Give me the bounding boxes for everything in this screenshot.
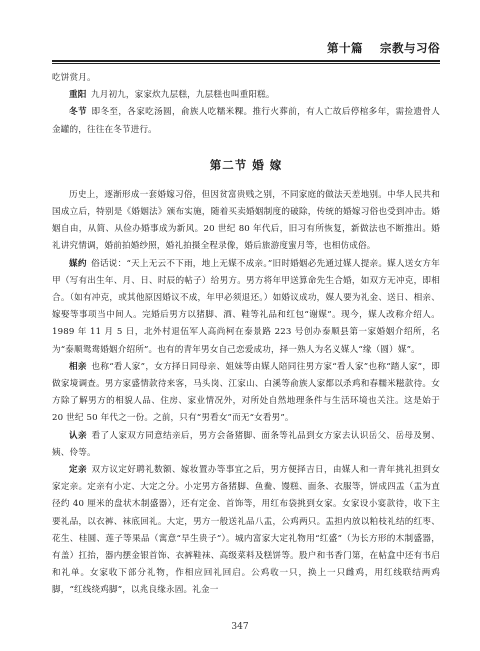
header-rule-thin <box>52 63 440 64</box>
page-body <box>52 70 440 600</box>
paragraph-text: 双方议定好聘礼数额、嫁妆置办等事宜之后，男方便择吉日，由媒人和一青年挑礼担到女家定亲。定亲有小定、大定之分。小定男方备猪脚、鱼鲞、馒糕、面条、衣服等，饼成四盂（盂为直径约 40 厘米的盘状木制盛器），还有定金、首饰等，用红布袋挑到女家。女家设小宴款待，收下主要礼品，以衣裤、袜底回礼。大定，男方一般送礼品八盂，公鸡两只。盂担内放以粕枝礼结的红枣、花生、桂圆、莲子等果品（寓意“早生贵子”）。城内富家大定礼物用“红盛”（为长方形的木制盛器，有盖）扛抬，器内摆金银首饰、衣裤鞋袜、高级菜料及糕饼等。股户和书香门第，在帖盒中还有书启和礼单。女家收下部分礼物，作相应回礼回启。公鸡收一只，换上一只雌鸡，用红线联结两鸡脚，“红线绕鸡脚”，以兆良缘永固。礼金一 <box>52 465 440 596</box>
paragraph-term: 认亲 <box>69 430 87 441</box>
paragraph-term: 相亲 <box>69 361 87 372</box>
paragraph-term: 媒约 <box>69 258 87 269</box>
carryover-line: 吃饼赏月。 <box>52 73 96 83</box>
festival-text: 即冬至，各家吃汤圆，俞族人吃糯米粿。推行火葬前，有人亡故后停棺多年，需捡遗骨人金罐的，往往在冬节进行。 <box>52 107 440 135</box>
chapter-title: 宗教与习俗 <box>380 41 440 55</box>
page-number: 347 <box>231 622 249 632</box>
paragraph-xiangqin <box>52 359 440 428</box>
paragraph-renqin <box>52 428 440 462</box>
running-header <box>52 40 440 60</box>
paragraph-text: 也称“看人家”，女方择日同母亲、姐妹等由媒人陪同往男方家“看人家”也称“踏人家”，即做家境调查。男方家盛情款待来客，马头岗、江家山、白溪等俞族人家都以杀鸡和春糯米糍款待。女方除了解男方的相貌人品、住房、家业情况外，对所处自然地理条件与生活环境也关注。这是始于 20 世纪 50 年代之一份。之前，只有“男看女”而无“女看男”。 <box>52 361 440 424</box>
header-rule-thick <box>52 60 440 62</box>
chapter-label: 第十篇 <box>326 41 363 55</box>
festival-text: 九月初九，家家炊九层糕，九层糕也叫重阳糕。 <box>90 90 275 101</box>
paragraph-text: 看了人家双方同意结亲后，男方会备猪脚、面条等礼品到女方家去认识岳父、岳母及舅、姨、伶等。 <box>52 430 440 458</box>
festival-term: 冬节 <box>69 107 87 118</box>
festival-term: 重阳 <box>69 90 87 101</box>
section-title: 第二节 婚 嫁 <box>209 157 283 172</box>
paragraph-dingqin <box>52 462 440 600</box>
festival-item-dongjie <box>52 104 440 138</box>
paragraph-term: 定亲 <box>69 465 87 476</box>
festival-item-chongyang <box>52 87 440 104</box>
paragraph-text: 俗话说：“天上无云不下雨，地上无媒不成亲。”旧时婚姻必先通过媒人提亲。媒人送女方年甲（写有出生年、月、日、时辰的帖子）给男方。男方将年甲送算命先生合婚，如双方无冲克，即相合。（如有冲克，或其他原因婚议不成，年甲必须退还。）如婚议成功，媒人要为礼金、送日、相亲、嫁娶等事项当中间人。完婚后男方以猪脚、酒、鞋等礼品和红包“谢媒”。现今，媒人改称介绍人。1989 年 11 月 5 日，北外村退伍军人高尚柯在泰景路 223 号创办泰顺县第一家婚姻介绍所，名为“泰顺鸳鸯婚姻介绍所”。也有的青年男女自己恋爱成功，择一熟人为名义媒人“缘（圆）媒”。 <box>52 258 440 355</box>
section-intro-paragraph: 历史上，逐渐形成一套婚嫁习俗，但因贫富贵贱之别，不同家庭的做法天差地别。中华人民共和国成立后，特别是《婚姻法》颁布实施，随着买卖婚姻制度的破除，传统的婚嫁习俗也受到冲击。婚姻自由，从简、从俭办婚事成为新风。20 世纪 80 年代后，旧习有所恢复，新做法也不断推出。婚礼讲究情调，婚前拍婚纱照，婚礼拍摄全程录像，婚后旅游度蜜月等，也相仿成俗。 <box>52 189 440 252</box>
paragraph-meiyue <box>52 256 440 359</box>
